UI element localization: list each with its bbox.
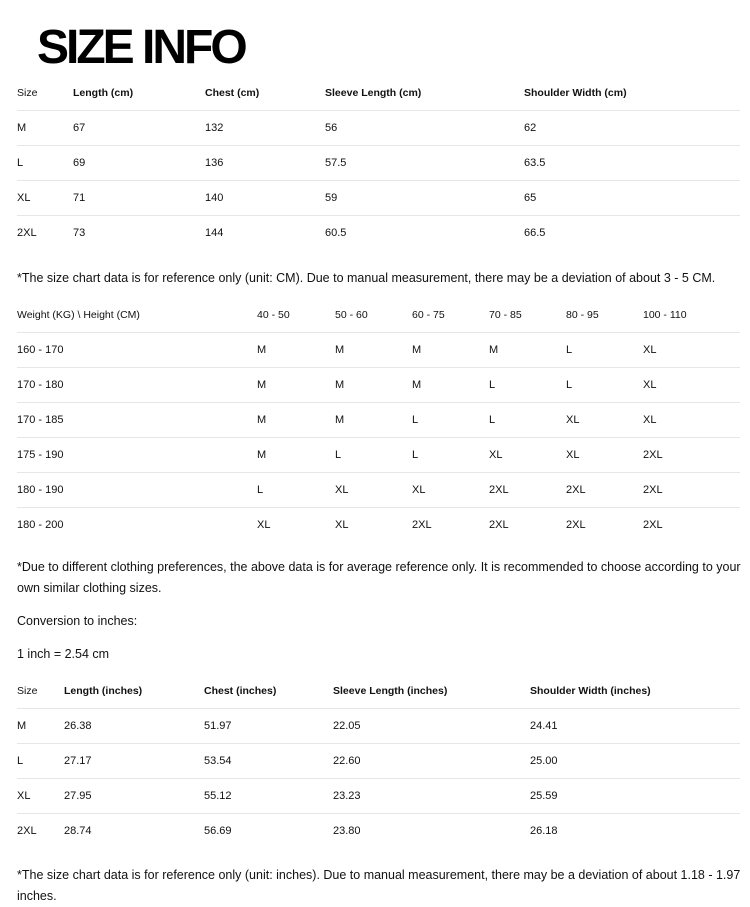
cell: 73 [73, 227, 86, 239]
cell: 2XL [489, 484, 509, 496]
cell: L [257, 484, 264, 496]
cell: 28.74 [64, 825, 92, 837]
cell: M [17, 720, 27, 732]
header-range: 40 - 50 [257, 309, 290, 321]
table-row [17, 438, 740, 473]
cell: 2XL [17, 227, 37, 239]
cell: XL [335, 519, 349, 531]
table-header-row [17, 674, 740, 709]
cell: 51.97 [204, 720, 232, 732]
cell: L [17, 755, 24, 767]
cell: M [257, 449, 267, 461]
header-weight-height: Weight (KG) \ Height (CM) [17, 309, 140, 321]
cell: 2XL [643, 519, 663, 531]
header-length: Length (cm) [73, 87, 134, 99]
cell: 23.80 [333, 825, 361, 837]
cell: L [335, 449, 342, 461]
cell: 2XL [566, 519, 586, 531]
cell: 22.60 [333, 755, 361, 767]
cell: L [566, 344, 573, 356]
cell: 63.5 [524, 157, 546, 169]
size-table-cm [17, 76, 740, 250]
cell: XL [566, 449, 580, 461]
conversion-label: Conversion to inches: [17, 614, 138, 628]
cell: 22.05 [333, 720, 361, 732]
table-row [17, 779, 740, 814]
cell: 23.23 [333, 790, 361, 802]
cell: M [489, 344, 499, 356]
table-row [17, 181, 740, 216]
cell: L [566, 379, 573, 391]
cell: 26.38 [64, 720, 92, 732]
cell: L [412, 414, 419, 426]
cell: L [489, 379, 496, 391]
cell: 175 - 190 [17, 449, 64, 461]
cell: XL [643, 344, 657, 356]
cell: 27.95 [64, 790, 92, 802]
cell: 56 [325, 122, 338, 134]
cell: 180 - 200 [17, 519, 64, 531]
cell: 170 - 180 [17, 379, 64, 391]
cell: 2XL [566, 484, 586, 496]
cell: M [335, 379, 345, 391]
cell: L [412, 449, 419, 461]
table-row [17, 333, 740, 368]
header-range: 80 - 95 [566, 309, 599, 321]
cell: XL [566, 414, 580, 426]
table-row [17, 508, 740, 543]
cell: 25.59 [530, 790, 558, 802]
header-shoulder: Shoulder Width (inches) [530, 685, 651, 697]
header-size: Size [17, 87, 38, 99]
cell: 53.54 [204, 755, 232, 767]
cell: XL [257, 519, 271, 531]
cell: 136 [205, 157, 224, 169]
table-row [17, 403, 740, 438]
cell: M [412, 379, 422, 391]
cell: 180 - 190 [17, 484, 64, 496]
cell: M [257, 379, 267, 391]
fit-table [17, 298, 740, 542]
note-preference: *Due to different clothing preferences, the above data is for average reference only. It is recommended to choose according to your own similar clothing sizes. [17, 560, 741, 595]
cell: 62 [524, 122, 537, 134]
cell: 27.17 [64, 755, 92, 767]
table-row [17, 709, 740, 744]
cell: 2XL [489, 519, 509, 531]
cell: 25.00 [530, 755, 558, 767]
header-shoulder: Shoulder Width (cm) [524, 87, 627, 99]
header-chest: Chest (cm) [205, 87, 260, 99]
cell: M [412, 344, 422, 356]
header-range: 60 - 75 [412, 309, 445, 321]
cell: XL [17, 192, 31, 204]
cell: XL [412, 484, 426, 496]
cell: M [257, 344, 267, 356]
cell: M [335, 344, 345, 356]
header-range: 70 - 85 [489, 309, 522, 321]
cell: 65 [524, 192, 537, 204]
table-row [17, 744, 740, 779]
cell: 170 - 185 [17, 414, 64, 426]
header-sleeve: Sleeve Length (inches) [333, 685, 448, 697]
note-cm: *The size chart data is for reference only (unit: CM). Due to manual measurement, there may be a deviation of about 3 - 5 CM. [17, 271, 716, 285]
table-row [17, 216, 740, 251]
cell: 144 [205, 227, 224, 239]
cell: 2XL [643, 484, 663, 496]
cell: L [489, 414, 496, 426]
cell: L [17, 157, 24, 169]
table-header-row [17, 76, 740, 111]
cell: 2XL [643, 449, 663, 461]
header-sleeve: Sleeve Length (cm) [325, 87, 422, 99]
table-row [17, 146, 740, 181]
size-table-inches [17, 674, 740, 848]
cell: 2XL [412, 519, 432, 531]
cell: 140 [205, 192, 224, 204]
cell: XL [643, 414, 657, 426]
header-range: 100 - 110 [643, 309, 687, 321]
cell: 60.5 [325, 227, 347, 239]
header-range: 50 - 60 [335, 309, 368, 321]
cell: M [257, 414, 267, 426]
cell: 160 - 170 [17, 344, 64, 356]
cell: XL [643, 379, 657, 391]
table-row [17, 473, 740, 508]
cell: 67 [73, 122, 86, 134]
conversion-value: 1 inch = 2.54 cm [17, 647, 110, 661]
cell: 24.41 [530, 720, 558, 732]
header-size: Size [17, 685, 38, 697]
cell: 26.18 [530, 825, 558, 837]
cell: XL [489, 449, 503, 461]
cell: M [335, 414, 345, 426]
cell: 66.5 [524, 227, 546, 239]
cell: 59 [325, 192, 338, 204]
header-chest: Chest (inches) [204, 685, 277, 697]
cell: 57.5 [325, 157, 347, 169]
cell: XL [17, 790, 31, 802]
cell: M [17, 122, 27, 134]
cell: 71 [73, 192, 86, 204]
note-inches: *The size chart data is for reference only (unit: inches). Due to manual measurement, there may be a deviation of about 1.18 - 1.97 inches. [17, 868, 741, 903]
table-header-row [17, 298, 740, 333]
page-title: SIZE INFO [37, 21, 245, 74]
cell: XL [335, 484, 349, 496]
cell: 2XL [17, 825, 37, 837]
table-row [17, 111, 740, 146]
header-length: Length (inches) [64, 685, 143, 697]
cell: 55.12 [204, 790, 232, 802]
cell: 132 [205, 122, 224, 134]
table-row [17, 368, 740, 403]
cell: 69 [73, 157, 86, 169]
table-row [17, 814, 740, 849]
cell: 56.69 [204, 825, 232, 837]
